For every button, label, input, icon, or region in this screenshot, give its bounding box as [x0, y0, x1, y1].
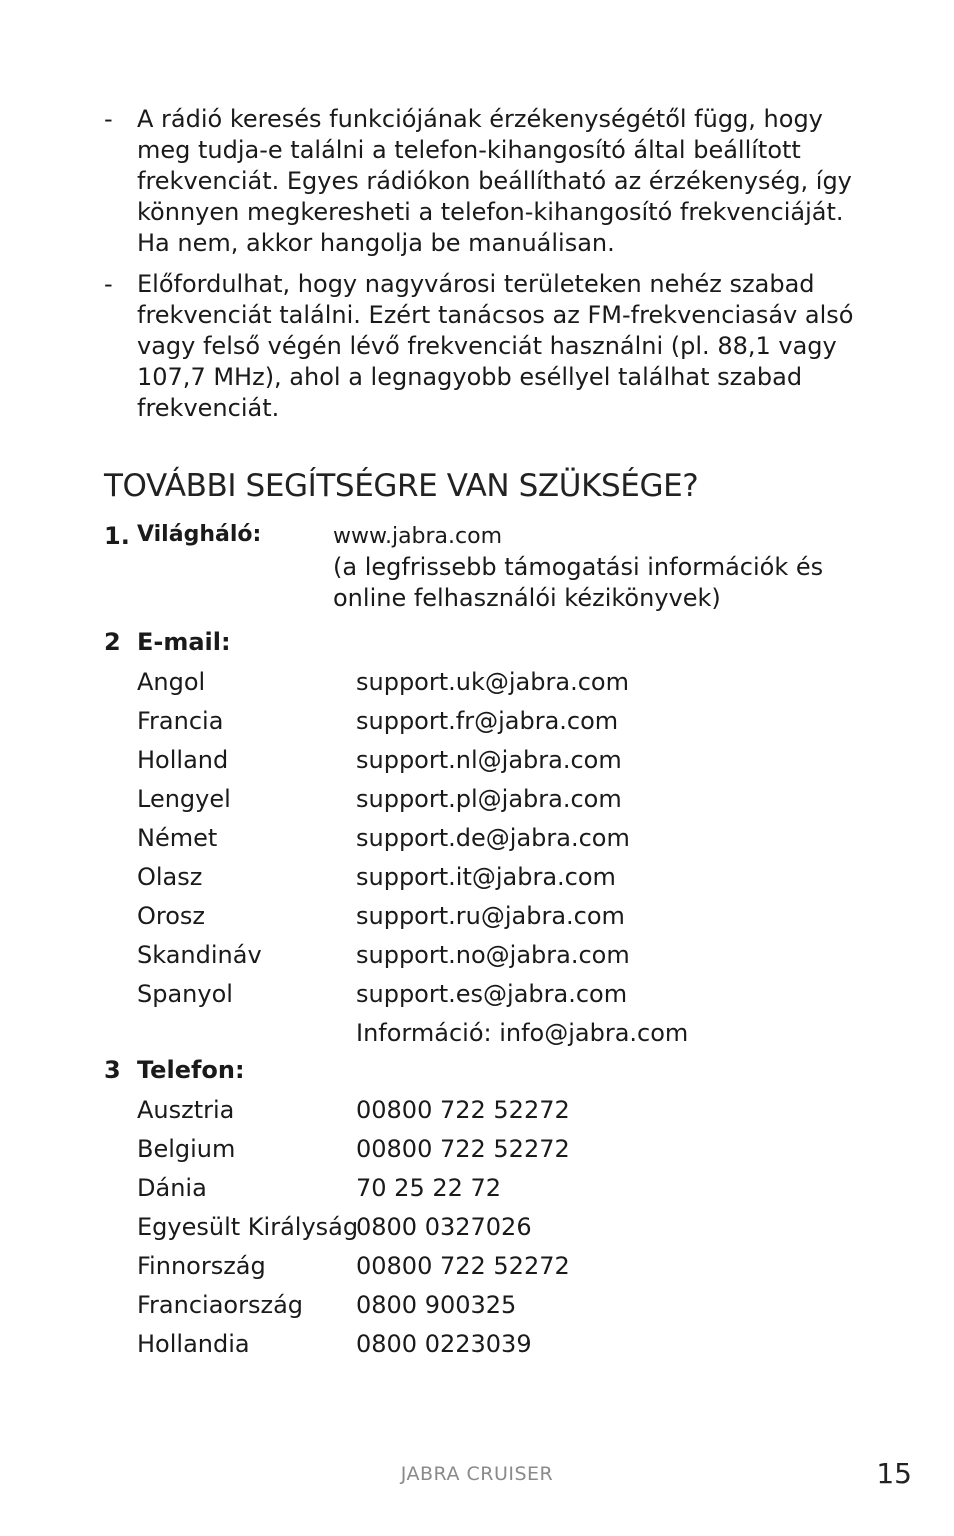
bullet-item — [104, 104, 864, 259]
email-number: 2 — [104, 628, 121, 656]
email-language: Orosz — [137, 902, 206, 930]
web-number: 1. — [104, 522, 130, 550]
bullet-item — [104, 269, 864, 424]
phone-number: 00800 722 52272 — [356, 1252, 570, 1280]
bullet-marker: - — [104, 105, 113, 133]
web-url-link[interactable]: www.jabra.com — [333, 524, 503, 549]
phone-number: 0800 0223039 — [356, 1330, 532, 1358]
email-address-link[interactable]: support.ru@jabra.com — [356, 902, 625, 930]
phone-country: Belgium — [137, 1135, 236, 1163]
email-language: Francia — [137, 707, 224, 735]
web-note: (a legfrissebb támogatási információk és online felhasználói kézikönyvek) — [333, 553, 824, 612]
email-address-link[interactable]: support.es@jabra.com — [356, 980, 628, 1008]
email-language: Holland — [137, 746, 229, 774]
web-label: Világháló: — [137, 522, 262, 547]
email-address-link[interactable]: support.de@jabra.com — [356, 824, 630, 852]
email-address-link[interactable]: support.it@jabra.com — [356, 863, 616, 891]
phone-number: 70 25 22 72 — [356, 1174, 502, 1202]
phone-number: 0800 900325 — [356, 1291, 517, 1319]
email-address-link[interactable]: support.nl@jabra.com — [356, 746, 622, 774]
phone-country: Egyesült Királyság — [137, 1213, 359, 1241]
phone-country: Franciaország — [137, 1291, 304, 1319]
email-label: E-mail: — [137, 628, 231, 656]
phone-country: Ausztria — [137, 1096, 235, 1124]
phone-number-index: 3 — [104, 1056, 121, 1084]
email-address-link[interactable]: support.no@jabra.com — [356, 941, 630, 969]
email-language: Angol — [137, 668, 206, 696]
footer-product-title: JABRA CRUISER — [400, 1463, 554, 1485]
phone-country: Finnország — [137, 1252, 266, 1280]
phone-country: Dánia — [137, 1174, 207, 1202]
phone-country: Hollandia — [137, 1330, 250, 1358]
email-address-link[interactable]: Információ: info@jabra.com — [356, 1019, 689, 1047]
phone-number: 00800 722 52272 — [356, 1135, 570, 1163]
page-number: 15 — [876, 1457, 912, 1490]
email-address-link[interactable]: support.uk@jabra.com — [356, 668, 629, 696]
section-heading: TOVÁBBI SEGÍTSÉGRE VAN SZÜKSÉGE? — [104, 468, 699, 504]
email-address-link[interactable]: support.fr@jabra.com — [356, 707, 619, 735]
email-language: Német — [137, 824, 218, 852]
email-language: Olasz — [137, 863, 203, 891]
phone-number: 0800 0327026 — [356, 1213, 532, 1241]
email-language: Spanyol — [137, 980, 233, 1008]
bullet-marker: - — [104, 270, 113, 298]
phone-number: 00800 722 52272 — [356, 1096, 570, 1124]
email-address-link[interactable]: support.pl@jabra.com — [356, 785, 622, 813]
bullet-text: A rádió keresés funkciójának érzékenységétől függ, hogy meg tudja-e találni a telefon-kihangosító által beállított frekvenciát. Egyes rádiókon beállítható az érzékenység, így könnyen megkeresheti a telefon-kihangosító frekvenciáját. Ha nem, akkor hangolja be manuálisan. — [137, 105, 852, 257]
bullet-list — [104, 104, 864, 434]
bullet-text: Előfordulhat, hogy nagyvárosi területeken nehéz szabad frekvenciát találni. Ezért tanácsos az FM-frekvenciasáv alsó vagy felső végén lévő frekvenciát használni (pl. 88,1 vagy 107,7 MHz), ahol a legnagyobb eséllyel találhat szabad frekvenciát. — [137, 270, 854, 422]
email-language: Lengyel — [137, 785, 231, 813]
email-language: Skandináv — [137, 941, 262, 969]
phone-label: Telefon: — [137, 1056, 245, 1084]
